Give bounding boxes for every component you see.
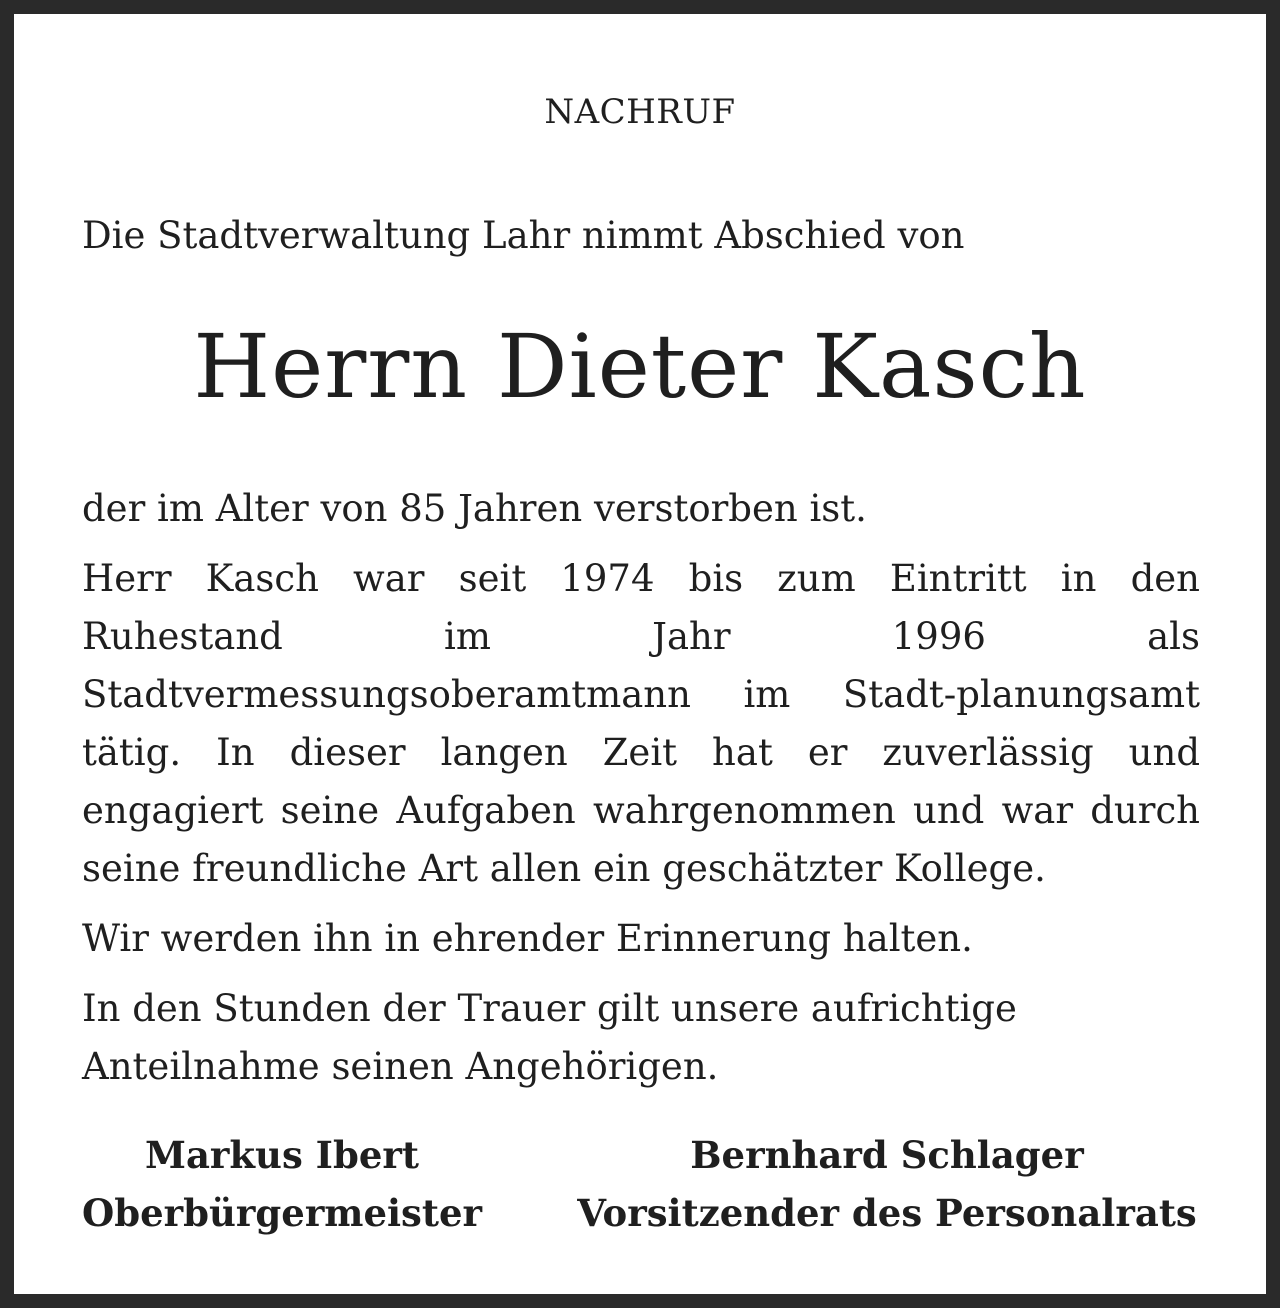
signatory-name: Bernhard Schlager (690, 1133, 1084, 1177)
signatory-title: Vorsitzender des Personalrats (577, 1191, 1197, 1235)
notice-body (82, 480, 1200, 1108)
paragraph-condolence: In den Stunden der Trauer gilt unsere aufrichtige Anteilnahme seinen Angehörigen. (82, 987, 1017, 1088)
paragraph-career: Herr Kasch war seit 1974 bis zum Eintritt in den Ruhestand im Jahr 1996 als Stadtvermessungsoberamtmann im Stadt-planungsamt tätig. In dieser langen Zeit hat er zuverlässig und engagiert seine Aufgaben wahrgenommen und war durch seine freundliche Art allen ein geschätzter Kollege. (82, 557, 1200, 890)
signatory-left (82, 1126, 482, 1242)
signatory-right (574, 1126, 1200, 1242)
signatory-name: Markus Ibert (145, 1133, 419, 1177)
intro-line: Die Stadtverwaltung Lahr nimmt Abschied von (82, 214, 965, 257)
signatory-title: Oberbürgermeister (82, 1191, 483, 1235)
notice-heading: NACHRUF (544, 92, 736, 132)
deceased-name: Herrn Dieter Kasch (193, 315, 1087, 418)
paragraph-remembrance: Wir werden ihn in ehrender Erinnerung halten. (82, 917, 973, 960)
paragraph-age: der im Alter von 85 Jahren verstorben ist. (82, 487, 867, 530)
obituary-notice (14, 14, 1266, 1294)
